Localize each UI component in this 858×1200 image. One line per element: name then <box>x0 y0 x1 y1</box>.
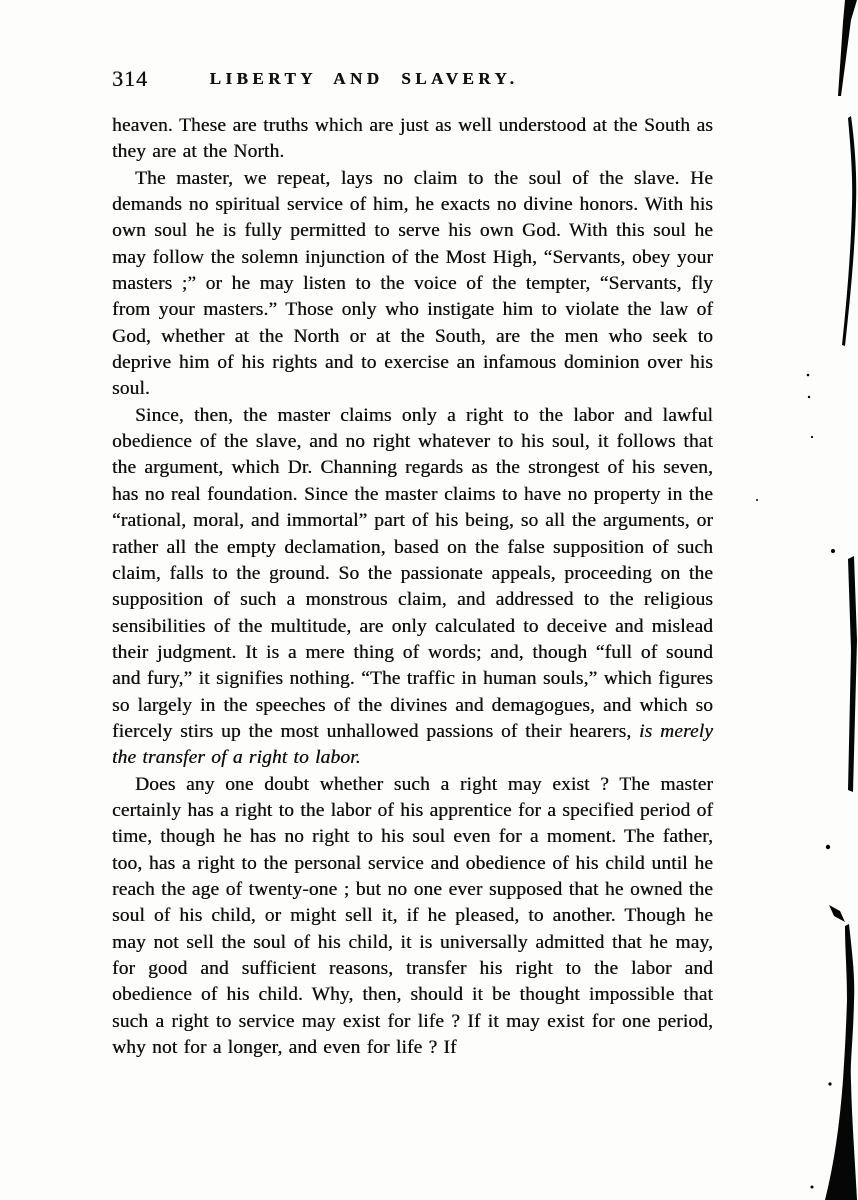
paragraph <box>112 166 713 403</box>
paragraph <box>112 113 713 166</box>
text-segment: heaven. These are truths which are just as well understood at the South as they are at the North. <box>112 115 713 163</box>
text-segment: The master, we repeat, lays no claim to the soul of the slave. He demands no spiritual service of him, he exacts no divine honors. With his own soul he is fully permitted to serve his own God. With this soul he may follow the solemn injunction of the Most High, “Servants, obey your masters ;” or he may listen to the voice of the tempter, “Servants, fly from your masters.” Those only who instigate him to violate the law of God, whether at the North or at the South, are the men who seek to deprive him of his rights and to exercise an infamous dominion over his soul. <box>112 167 713 400</box>
scan-speck <box>756 499 758 501</box>
running-header: LIBERTY AND SLAVERY. <box>209 69 519 88</box>
scan-artifact <box>829 905 845 922</box>
scan-artifact <box>825 924 857 1200</box>
text-segment: Does any one doubt whether such a right may exist ? The master certainly has a right to the labor of his apprentice for a specified period of time, though he has no right to his soul even for a moment. The father, too, has a right to the personal service and obedience of his child until he reach the age of twenty-one ; but no one ever supposed that he owned the soul of his child, or might sell it, if he pleased, to another. Though he may not sell the soul of his child, it is universally admitted that he may, for good and sufficient reasons, transfer his right to the labor and obedience of his child. Why, then, should it be thought impossible that such a right to service may exist for life ? If it may exist for one period, why not for a longer, and even for life ? If <box>112 773 713 1059</box>
paragraph <box>112 403 713 772</box>
scan-speck <box>828 1082 831 1085</box>
scan-speck <box>831 549 835 553</box>
scan-speck <box>811 436 813 438</box>
paragraph <box>112 772 713 1062</box>
page-number: 314 <box>112 66 148 91</box>
scan-speck <box>811 1186 814 1189</box>
scan-artifact <box>838 0 857 96</box>
text-segment: Since, then, the master claims only a right to the labor and lawful obedience of the slave, and no right whatever to his soul, it follows that the argument, which Dr. Channing regards as the strongest of his seven, has no real foundation. Since the master claims to have no property in the “rational, moral, and immortal” part of his being, so all the arguments, or rather all the empty declamation, based on the false supposition of such claim, falls to the ground. So the passionate appeals, proceeding on the supposition of such a monstrous claim, and addressed to the religious sensibilities of the multitude, are only calculated to deceive and mislead their judgment. It is a mere thing of words; and, though “full of sound and fury,” it signifies nothing. “The traffic in human souls,” which figures so largely in the speeches of the divines and demagogues, and which so fiercely stirs up the most unhallowed passions of their hearers, <box>112 404 713 742</box>
scan-artifact <box>842 116 856 346</box>
scan-speck <box>826 845 830 849</box>
scan-speck <box>808 396 810 398</box>
italic-text-segment: is merely the transfer of a right to labor. <box>112 720 713 769</box>
body-text <box>112 113 713 1061</box>
scan-artifact <box>848 556 857 792</box>
scan-speck <box>807 374 810 377</box>
